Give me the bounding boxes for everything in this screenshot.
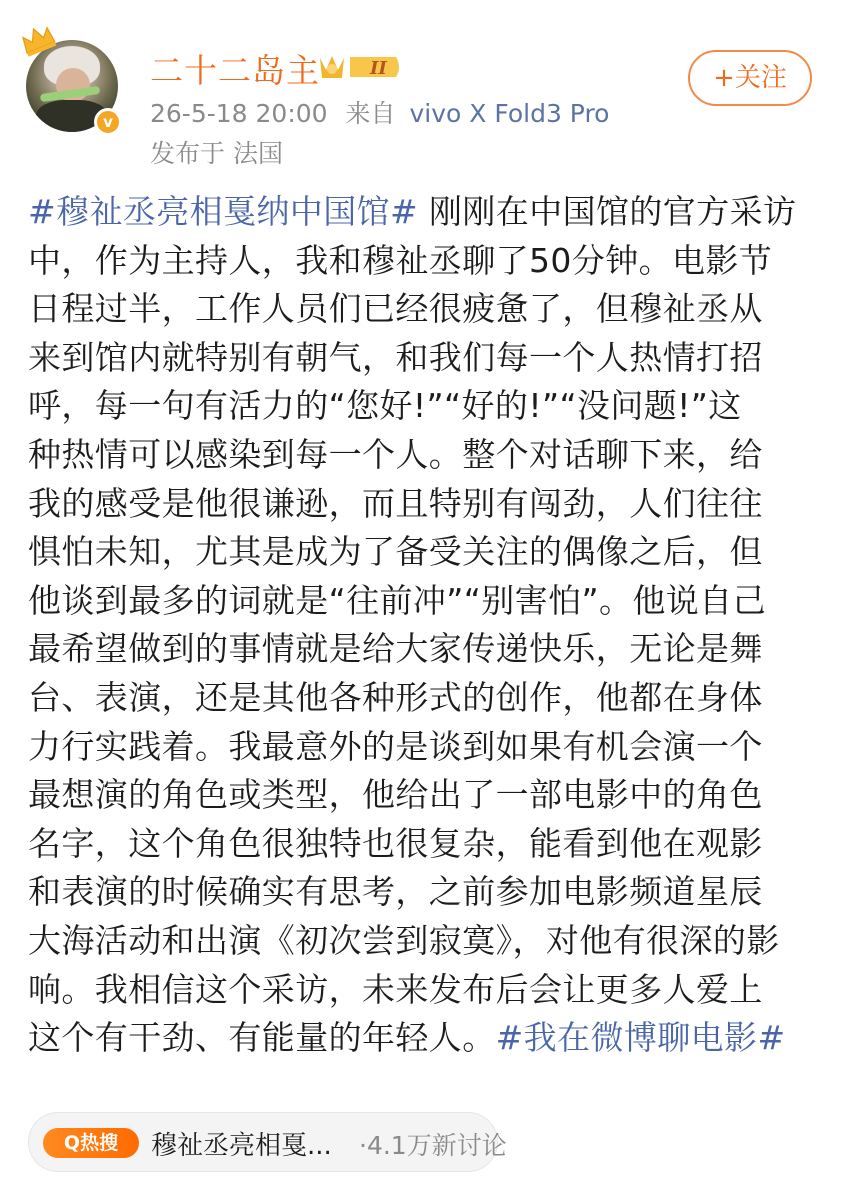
post-text-segment: 我的感受是他很谦逊，而且特别有闯劲，人们往往	[28, 483, 763, 523]
post-text-segment: 响。我相信这个采访，未来发布后会让更多人爱上	[28, 969, 763, 1009]
username[interactable]: 二十二岛主	[150, 51, 320, 90]
post-text-segment: 来到馆内就特别有朝气，和我们每一个人热情打招	[28, 337, 763, 377]
post-text-line	[28, 237, 818, 286]
post-location: 发布于 法国	[150, 139, 283, 168]
post-text-line	[28, 723, 818, 772]
post-text-segment: 日程过半，工作人员们已经很疲惫了，但穆祉丞从	[28, 289, 763, 329]
hot-search-title: 穆祉丞亮相戛...	[151, 1131, 332, 1161]
post-text-line	[28, 577, 818, 626]
vip-level-text: II	[370, 58, 387, 79]
post-text-line	[28, 528, 818, 577]
post-text-line	[28, 966, 818, 1015]
post-text-line	[28, 285, 818, 334]
verified-icon: v	[94, 108, 122, 136]
follow-button[interactable]: +关注	[688, 50, 812, 106]
from-prefix: 来自	[345, 99, 396, 128]
post-meta	[150, 94, 609, 130]
post-text-line	[28, 771, 818, 820]
post-text-line	[28, 431, 818, 480]
hot-search-card[interactable]	[28, 1112, 507, 1172]
post-text-segment: 惧怕未知，尤其是成为了备受关注的偶像之后，但	[28, 532, 763, 572]
post-text-line	[28, 868, 818, 917]
post-text-line	[28, 334, 818, 383]
post-text-segment: 大海活动和出演《初次尝到寂寞》，对他有很深的影	[28, 920, 780, 960]
post-text-segment: 他谈到最多的词就是“往前冲”“别害怕”。他说自己	[28, 580, 766, 620]
post-text-segment: 和表演的时候确实有思考，之前参加电影频道星辰	[28, 872, 763, 912]
post-text-segment: 呼，每一句有活力的“您好!”“好的!”“没问题!”这	[28, 386, 742, 426]
post-text-segment: 最想演的角色或类型，他给出了一部电影中的角色	[28, 775, 763, 815]
post-header	[0, 0, 843, 180]
post-text-segment: 力行实践着。我最意外的是谈到如果有机会演一个	[28, 726, 763, 766]
post-timestamp: 26-5-18 20:00	[150, 99, 328, 128]
post-text-line	[28, 674, 818, 723]
hot-search-count: ·4.1万新讨论	[359, 1131, 507, 1160]
device-name[interactable]: vivo X Fold3 Pro	[409, 99, 610, 128]
hot-search-badge: Q热搜	[43, 1128, 139, 1158]
post-text-segment: 名字，这个角色很独特也很复杂，能看到他在观影	[28, 823, 763, 863]
post-text-line	[28, 480, 818, 529]
post-text	[28, 188, 818, 1063]
post-text-segment: 台、表演，还是其他各种形式的创作，他都在身体	[28, 677, 763, 717]
post-text-line	[28, 917, 818, 966]
hashtag-link[interactable]: #穆祉丞亮相戛纳中国馆#	[28, 192, 419, 231]
post-text-line	[28, 188, 818, 237]
post-text-line	[28, 1014, 818, 1063]
post-text-line	[28, 625, 818, 674]
hashtag-link[interactable]: #我在微博聊电影#	[495, 1018, 786, 1058]
post-text-segment: 中，作为主持人，我和穆祉丞聊了50分钟。电影节	[28, 240, 773, 280]
post-text-segment: 这个有干劲、有能量的年轻人。	[28, 1018, 496, 1058]
vip-badge-icon[interactable]	[318, 52, 402, 82]
post-text-segment: 刚刚在中国馆的官方采访	[418, 192, 797, 231]
avatar[interactable]	[24, 38, 120, 134]
post-text-segment: 最希望做到的事情就是给大家传递快乐，无论是舞	[28, 629, 763, 669]
post-text-line	[28, 382, 818, 431]
post-text-line	[28, 820, 818, 869]
post-text-segment: 种热情可以感染到每一个人。整个对话聊下来，给	[28, 434, 763, 474]
